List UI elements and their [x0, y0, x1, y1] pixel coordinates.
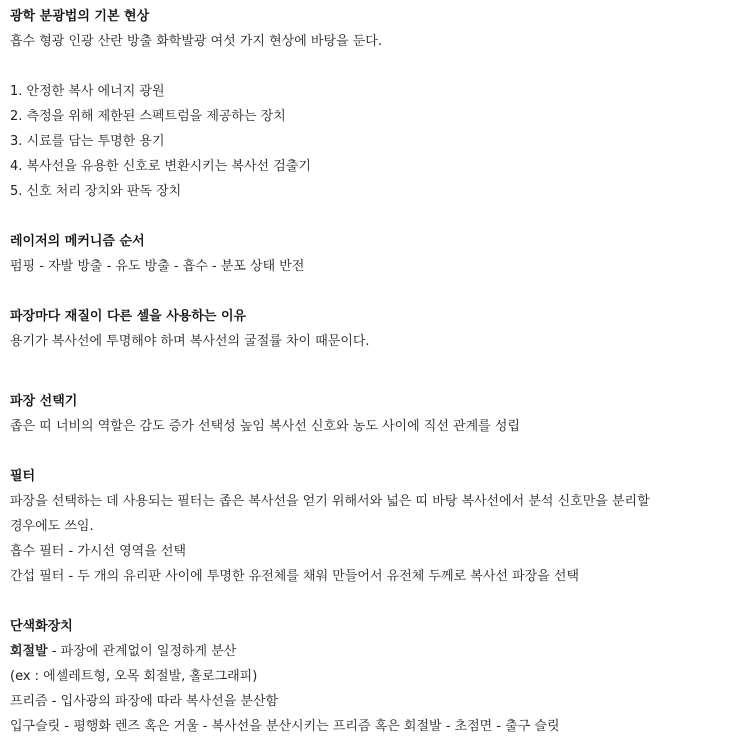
filter-body-line2: 경우에도 쓰임. — [10, 519, 94, 534]
laser-body: 펌핑 - 자발 방출 - 유도 방출 - 흡수 - 분포 상태 반전 — [10, 259, 305, 274]
absorption-filter: 흡수 필터 - 가시선 영역을 선택 — [10, 544, 187, 559]
grating-line — [10, 639, 730, 664]
cell-body: 용기가 복사선에 투명해야 하며 복사선의 굴절률 차이 때문이다. — [10, 334, 370, 349]
grating-desc: - 파장에 관계없이 일정하게 분산 — [47, 644, 237, 659]
list-item: 3. 시료를 담는 투명한 용기 — [10, 134, 165, 149]
list-item: 5. 신호 처리 장치와 판독 장치 — [10, 184, 182, 199]
section-title-cell: 파장마다 재질이 다른 셀을 사용하는 이유 — [10, 309, 247, 324]
list-item: 1. 안정한 복사 에너지 광원 — [10, 84, 165, 99]
spacer — [10, 204, 730, 229]
prism-line: 프리즘 - 입사광의 파장에 따라 복사선을 분산함 — [10, 694, 279, 709]
list-item: 4. 복사선을 유용한 신호로 변환시키는 복사선 검출기 — [10, 159, 311, 174]
spacer — [10, 54, 730, 79]
basic-intro: 흡수 형광 인광 산란 방출 화학발광 여섯 가지 현상에 바탕을 둔다. — [10, 34, 382, 49]
spacer — [10, 279, 730, 304]
section-title-laser: 레이저의 메커니즘 순서 — [10, 234, 145, 249]
section-title-filter: 필터 — [10, 469, 36, 484]
selector-body: 좁은 띠 너비의 역할은 감도 증가 선택성 높임 복사선 신호와 농도 사이에 직선 관계를 성립 — [10, 419, 520, 434]
optical-path-line: 입구슬릿 - 평행화 렌즈 혹은 거울 - 복사선을 분산시키는 프리즘 혹은 회절발 - 초점면 - 출구 슬릿 — [10, 719, 560, 734]
list-item: 2. 측정을 위해 제한된 스펙트럼을 제공하는 장치 — [10, 109, 286, 124]
spacer — [10, 439, 730, 464]
grating-examples: (ex : 에셀레트형, 오목 회절발, 홀로그래피) — [10, 669, 258, 684]
section-title-basic: 광학 분광법의 기본 현상 — [10, 9, 150, 24]
section-title-mono: 단색화장치 — [10, 619, 73, 634]
section-title-selector: 파장 선택기 — [10, 394, 78, 409]
spacer — [10, 379, 730, 389]
grating-term: 회절발 — [10, 644, 48, 659]
spacer — [10, 589, 730, 614]
spacer — [10, 354, 730, 379]
filter-body-line1: 파장을 선택하는 데 사용되는 필터는 좁은 복사선을 얻기 위해서와 넓은 띠 바탕 복사선에서 분석 신호만을 분리할 — [10, 494, 650, 509]
interference-filter: 간섭 필터 - 두 개의 유리판 사이에 투명한 유전체를 채워 만들어서 유전체 두께로 복사선 파장을 선택 — [10, 569, 579, 584]
